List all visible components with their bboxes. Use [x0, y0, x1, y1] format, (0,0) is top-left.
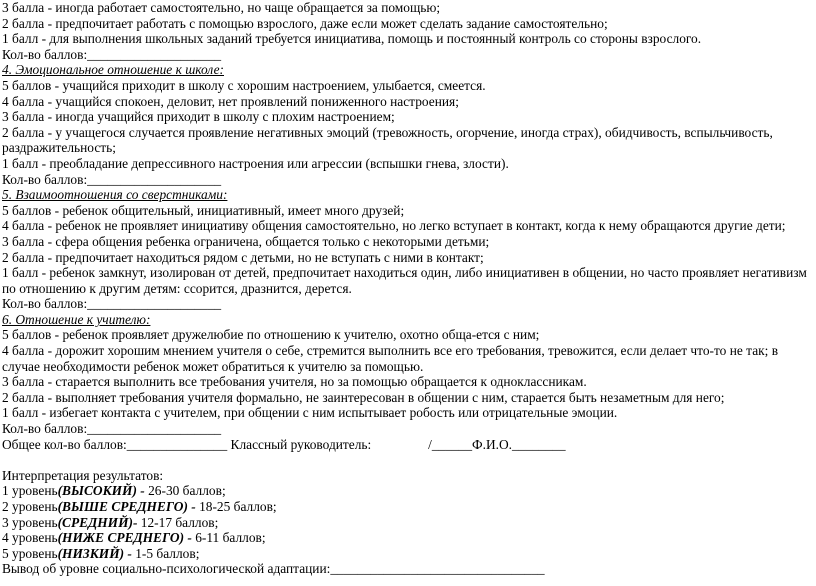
criterion-line: случае необходимости ребенок может обратиться к учителю за помощью.	[2, 358, 424, 374]
criterion-line: 2 балла - предпочитает работать с помощью взрослого, даже если может сделать задание самостоятельно;	[2, 15, 608, 31]
criterion-line: 3 балла - иногда учащийся приходит в школу с плохим настроением;	[2, 109, 395, 125]
level-prefix: 5 уровень	[2, 545, 58, 561]
level-prefix: 4 уровень	[2, 530, 58, 546]
criterion-line: 5 баллов - ребенок проявляет дружелюбие по отношению к учителю, охотно обща-ется с ним;	[2, 327, 540, 343]
level-range: 1-5 баллов;	[131, 545, 200, 561]
criterion-line: 5 баллов - учащийся приходит в школу с хорошим настроением, улыбается, смеется.	[2, 77, 486, 93]
criterion-line: 1 балл - для выполнения школьных заданий требуется инициатива, помощь и постоянный контроль со стороны взрослого.	[2, 31, 702, 47]
criterion-line: раздражительность;	[2, 140, 116, 156]
level-line	[2, 483, 816, 499]
score-line: Кол-во баллов:____________________	[2, 421, 222, 437]
criterion-line: 2 балла - предпочитает находиться рядом с детьми, но не вступать с ними в контакт;	[2, 249, 484, 265]
level-range: 12-17 баллов;	[137, 514, 219, 530]
criterion-line: 4 балла - дорожит хорошим мнением учителя о себе, стремится выполнить все его требования, тревожится, если делает что-то не так; в	[2, 343, 779, 359]
level-name: (СРЕДНИЙ)-	[57, 514, 138, 530]
criterion-line: 3 балла - иногда работает самостоятельно, но чаще обращается за помощью;	[2, 0, 441, 15]
criterion-line: 2 балла - выполняет требования учителя формально, не заинтересован в общении с ним, старается быть незаметным для него;	[2, 389, 725, 405]
total-score-line: Общее кол-во баллов:_______________ Классный руководитель: /______Ф.И.О.________	[2, 436, 566, 452]
level-name: (ВЫШЕ СРЕДНЕГО) -	[57, 499, 196, 514]
criterion-line: 2 балла - у учащегося случается проявление негативных эмоций (тревожность, огорчение, иногда страх), обидчивость, вспыльчивость,	[2, 124, 773, 140]
interpretation-title: Интерпретация результатов:	[2, 467, 164, 483]
criterion-line: 1 балл - избегает контакта с учителем, при общении с ним испытывает робость или отрицательные эмоции.	[2, 405, 618, 421]
level-line	[2, 546, 816, 562]
level-prefix: 3 уровень	[2, 514, 58, 530]
criterion-line: 4 балла - учащийся спокоен, деловит, нет проявлений пониженного настроения;	[2, 93, 459, 109]
criterion-line: 1 балл - ребенок замкнут, изолирован от детей, предпочитает находиться один, либо инициативен в общении, но часто проявляет негативизм	[2, 265, 807, 281]
score-line: Кол-во баллов:____________________	[2, 46, 222, 62]
criterion-line: 5 баллов - ребенок общительный, инициативный, имеет много друзей;	[2, 202, 405, 218]
criterion-line: 3 балла - старается выполнить все требования учителя, но за помощью обращается к одноклассникам.	[2, 374, 587, 390]
level-prefix: 2 уровень	[2, 499, 58, 514]
spacer	[2, 452, 816, 468]
criterion-line: 4 балла - ребенок не проявляет инициативу общения самостоятельно, но легко вступает в контакт, когда к нему обращаются другие дети;	[2, 218, 786, 234]
criterion-line: 3 балла - сфера общения ребенка ограничена, общается только с некоторыми детьми;	[2, 233, 490, 249]
section-5-title: 5. Взаимоотношения со сверстниками:	[2, 187, 228, 203]
conclusion-line: Вывод об уровне социально-психологической адаптации:________________________________	[2, 561, 545, 577]
level-range: 18-25 баллов;	[195, 499, 277, 514]
level-name: (НИЗКИЙ) -	[57, 545, 132, 561]
level-line	[2, 499, 816, 515]
level-range: 6-11 баллов;	[191, 530, 266, 546]
level-prefix: 1 уровень	[2, 483, 58, 499]
level-line	[2, 530, 816, 546]
section-6-title: 6. Отношение к учителю:	[2, 311, 151, 327]
section-4-title: 4. Эмоциональное отношение к школе:	[2, 62, 224, 78]
score-line: Кол-во баллов:____________________	[2, 296, 222, 312]
level-line	[2, 515, 816, 531]
score-line: Кол-во баллов:____________________	[2, 171, 222, 187]
level-name: (НИЖЕ СРЕДНЕГО) -	[57, 530, 192, 546]
level-range: 26-30 баллов;	[144, 483, 226, 499]
level-name: (ВЫСОКИЙ) -	[57, 483, 145, 499]
criterion-line: по отношению к другим детям: ссорится, дразнится, дерется.	[2, 280, 352, 296]
criterion-line: 1 балл - преобладание депрессивного настроения или агрессии (вспышки гнева, злости).	[2, 155, 509, 171]
